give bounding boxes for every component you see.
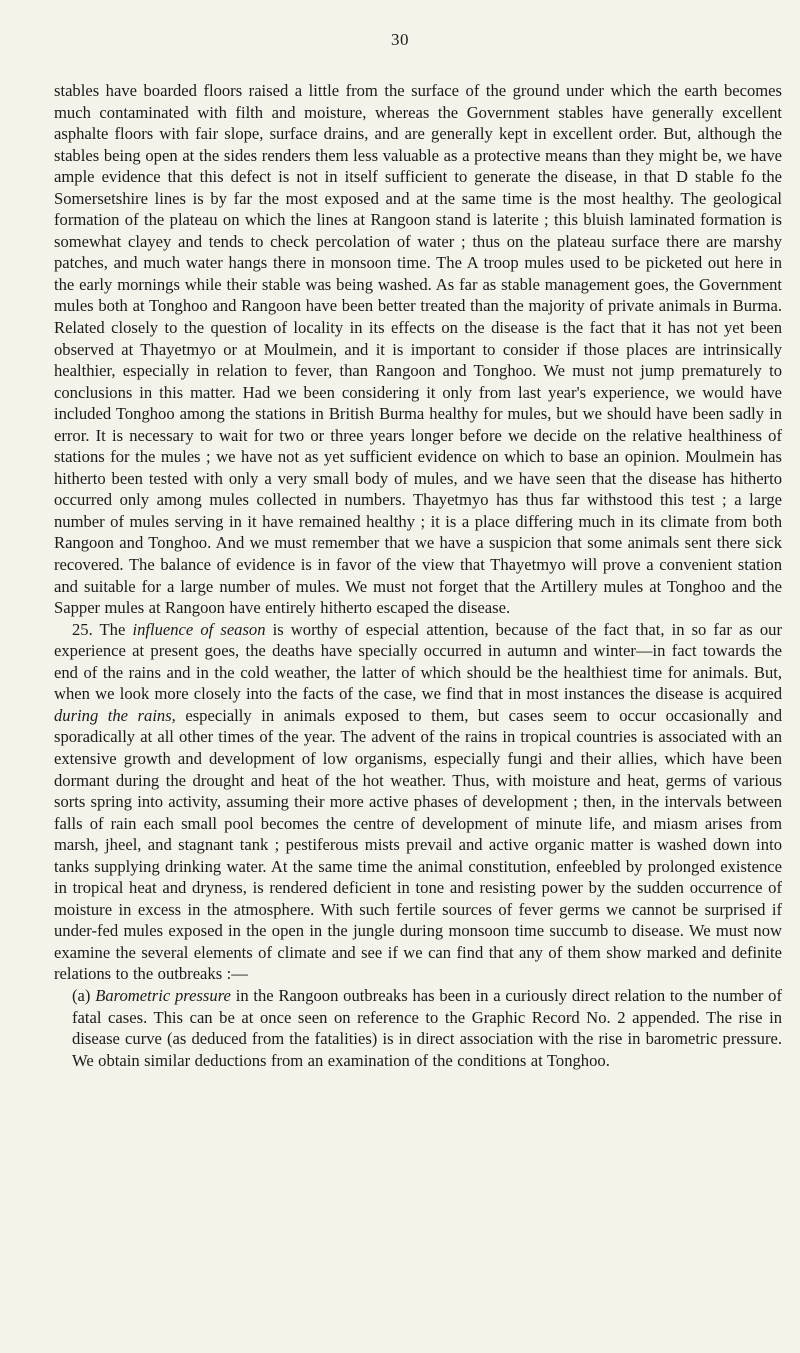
section-italic-phrase: during the rains, — [54, 705, 176, 725]
section-lead: The — [99, 619, 126, 639]
section-text-b: especially in animals exposed to them, but cases seem to occur occasionally and sporadically at all other times of the year. The advent of the rains in tropical countries is associated with an extensive growth and development of low organisms, especially fungi and their allies, which have been dormant during the drought and heat of the hot weather. Thus, with moisture and heat, germs of various sorts spring into activity, assuming their more active phases of development ; then, in the intervals between falls of rain each small pool becomes the centre of development of minute life, and miasm arises from marsh, jheel, and stagnant tank ; pestiferous mists prevail and active organic matter is washed down into tanks supplying drinking water. At the same time the animal constitution, enfeebled by prolonged existence in tropical heat and dryness, is rendered deficient in tone and resisting power by the sudden occurrence of moisture in excess in the atmosphere. With such fertile sources of fever germs we cannot be surprised if under-fed mules exposed in the open in the jungle during monsoon time succumb to disease. We must now examine the several elements of climate and see if we can find that any of them show marked and definite relations to the outbreaks :— — [54, 705, 782, 984]
paragraph-25-influence-of-season — [54, 619, 782, 985]
section-number: 25. — [72, 619, 93, 639]
subsection-a-barometric-pressure — [72, 985, 782, 1071]
subsection-text: in the Rangoon outbreaks has been in a curiously direct relation to the number of fatal cases. This can be at once seen on reference to the Graphic Record No. 2 appended. The rise in disease curve (as deduced from the fatalities) is in direct association with the rise in barometric pressure. We obtain similar deductions from an examination of the conditions at Tonghoo. — [72, 985, 782, 1070]
subsection-title: Barometric pressure — [95, 985, 231, 1005]
page-number: 30 — [391, 30, 409, 49]
section-title: influence of season — [132, 619, 266, 639]
subsection-label: (a) — [72, 985, 91, 1005]
paragraph-stables: stables have boarded floors raised a little from the surface of the ground under which the earth becomes much contaminated with filth and moisture, whereas the Government stables have generally excellent asphalte floors with fair slope, surface drains, and are generally kept in excellent order. But, although the stables being open at the sides renders them less valuable as a protective means than they might be, we have ample evidence that this defect is not in itself sufficient to generate the disease, in that D stable fo the Somersetshire lines is by far the most exposed and at the same time is the most healthy. The geological formation of the plateau on which the lines at Rangoon stand is laterite ; this bluish laminated formation is somewhat clayey and tends to check percolation of water ; thus on the plateau surface there are marshy patches, and much water hangs there in monsoon time. The A troop mules used to be picketed out here in the early mornings while their stable was being washed. As far as stable management goes, the Government mules both at Tonghoo and Rangoon have been better treated than the majority of private animals in Burma. Related closely to the question of locality in its effects on the disease is the fact that it has not yet been observed at Thayetmyo or at Moulmein, and it is important to consider if those places are intrinsically healthier, especially in relation to fever, than Rangoon and Tonghoo. We must not jump prematurely to conclusions in this matter. Had we been considering it only from last year's experience, we would have included Tonghoo among the stations in British Burma healthy for mules, but we should have been sadly in error. It is necessary to wait for two or three years longer before we decide on the relative healthiness of stations for the mules ; we have not as yet sufficient evidence on which to base an opinion. Moulmein has hitherto been tested with only a very small body of mules, and we have seen that the disease has hitherto occurred only among mules collected in numbers. Thayetmyo has thus far withstood this test ; a large number of mules serving in it have remained healthy ; it is a place differing much in its climate from both Rangoon and Tonghoo. And we must remember that we have a suspicion that some animals sent there sick recovered. The balance of evidence is in favor of the view that Thayetmyo will prove a convenient station and suitable for a large number of mules. We must not forget that the Artillery mules at Tonghoo and the Sapper mules at Rangoon have entirely hitherto escaped the disease. — [54, 81, 782, 618]
section-text-a: is worthy of especial attention, because of the fact that, in so far as our experience at present goes, the deaths have specially occurred in autumn and winter—in fact towards the end of the rains and in the cold weather, the latter of which should be the healthiest time for animals. But, when we look more closely into the facts of the case, we find that in most instances the disease is acquired — [54, 619, 782, 704]
body-text — [54, 80, 782, 1071]
